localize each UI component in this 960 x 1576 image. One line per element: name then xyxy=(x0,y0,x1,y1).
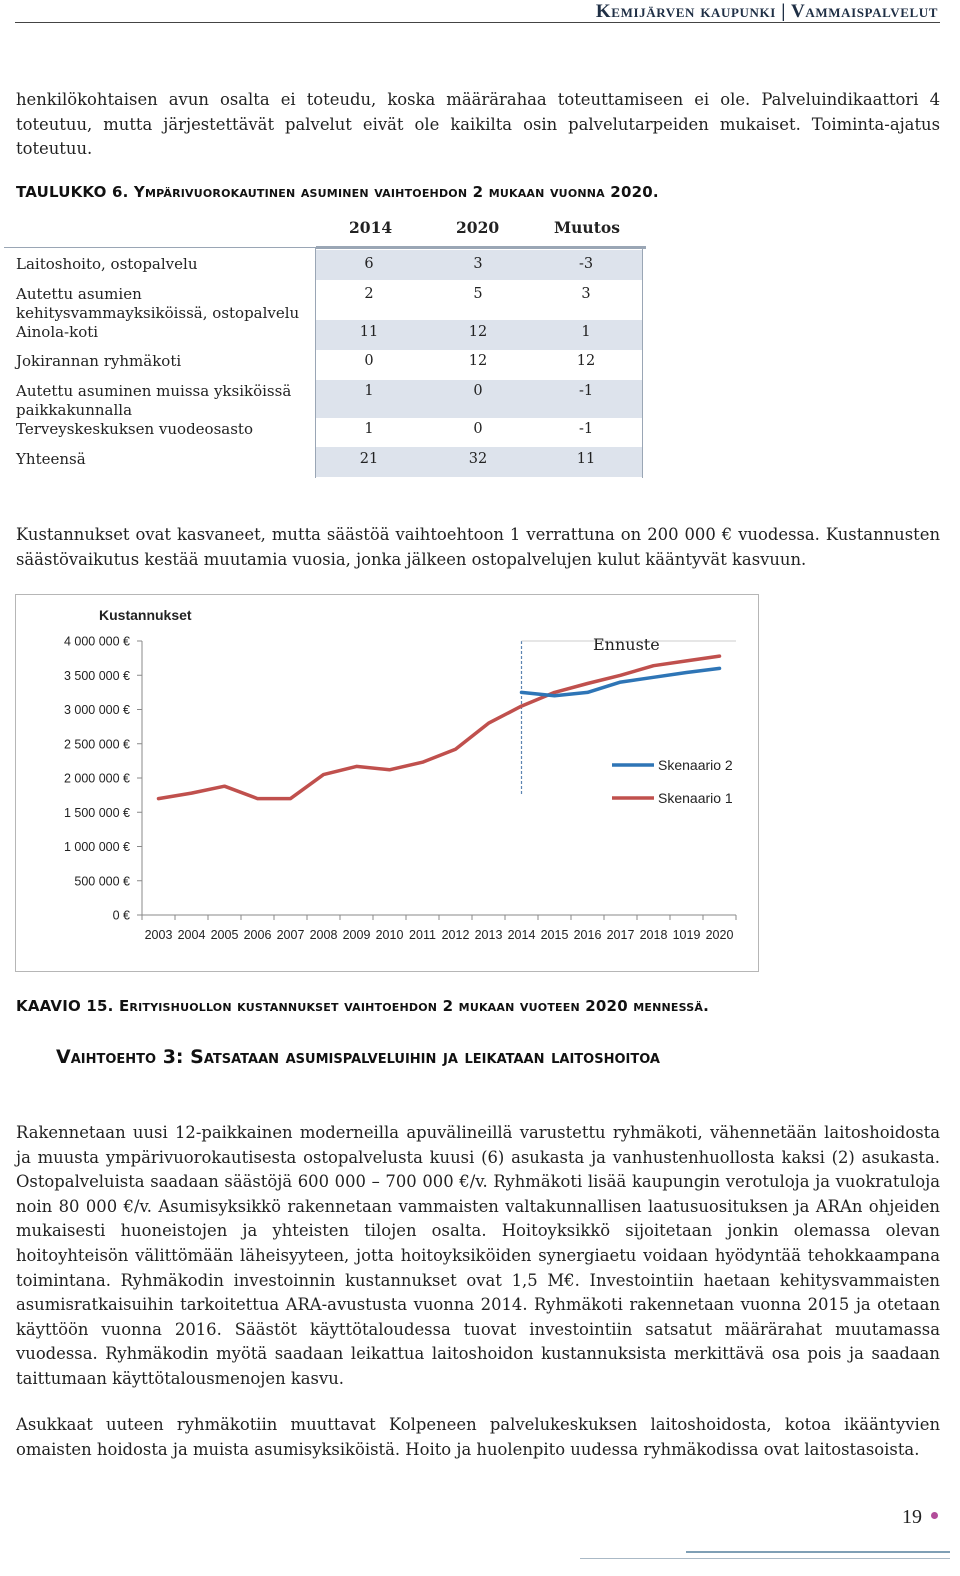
cost-chart xyxy=(15,594,759,972)
page-number: 19 xyxy=(902,1506,922,1528)
page-number-bullet xyxy=(931,1512,938,1519)
table-cell: 3 xyxy=(581,286,591,302)
x-tick-label: 2003 xyxy=(144,928,173,942)
table-cell: 0 xyxy=(473,383,483,399)
cost-chart-svg xyxy=(16,595,758,971)
header-title: Kemijärven kaupunki | Vammaispalvelut xyxy=(595,1,938,22)
y-tick-label: 2 500 000 € xyxy=(63,737,130,752)
table-cell: 0 xyxy=(473,421,483,437)
body-paragraph-2: Asukkaat uuteen ryhmäkotiin muuttavat Kolpeneen palvelukeskuksen laitoshoidosta, kotoa ikääntyvien omaisten hoidosta ja muista asumisyksiköistä. Hoito ja huolenpito uudessa ryhmäkodissa ovat laitostasoista. xyxy=(16,1415,940,1459)
x-tick-label: 1019 xyxy=(672,928,701,942)
table-caption: TAULUKKO 6. Ympärivuorokautinen asuminen vaihtoehdon 2 mukaan vuonna 2020. xyxy=(16,183,659,201)
x-tick-label: 2004 xyxy=(177,928,206,942)
table-cell: 2 xyxy=(364,286,374,302)
table-cell: 1 xyxy=(581,324,591,340)
housing-table xyxy=(0,210,660,485)
table-cell: 11 xyxy=(359,324,379,340)
chart-title: Kustannukset xyxy=(99,607,192,623)
chart-caption: KAAVIO 15. Erityishuollon kustannukset vaihtoehdon 2 mukaan vuoteen 2020 mennessä. xyxy=(16,997,710,1015)
x-tick-label: 2014 xyxy=(507,928,536,942)
x-tick-label: 2007 xyxy=(276,928,305,942)
y-tick-label: 1 500 000 € xyxy=(63,805,130,820)
footer-rule xyxy=(580,1558,950,1559)
x-tick-label: 2010 xyxy=(375,928,404,942)
table-cell: 11 xyxy=(576,451,596,467)
table-divider xyxy=(642,248,643,478)
y-tick-label: 0 € xyxy=(112,908,130,923)
legend-label: Skenaario 1 xyxy=(658,790,733,806)
table-row-label: Autettu asuminen muissa yksiköissä paikkakunnalla xyxy=(16,382,292,419)
table-header-2020: 2020 xyxy=(456,218,500,237)
x-tick-label: 2012 xyxy=(441,928,470,942)
y-tick-label: 3 000 000 € xyxy=(63,703,130,717)
series-line-skenaario-2 xyxy=(522,668,720,695)
y-tick-label: 500 000 € xyxy=(74,874,130,889)
series-line-skenaario-1 xyxy=(159,656,720,799)
table-cell: 6 xyxy=(364,256,374,272)
body-paragraph-1: Rakennetaan uusi 12-paikkainen moderneilla apuvälineillä varustettu ryhmäkoti, vähennetään laitoshoidosta ja muusta ympärivuorokautisesta ostopalvelusta kuusi (6) asukasta ja vanhustenhuollosta kaksi (2) asukasta. Ostopalveluista saadaan säästöjä 600 000 – 700 000 €/v. Ryhmäkoti lisää kaupungin verotuloja ja vuokratuloja noin 80 000 €/v. Asumisyksikkö rakennetaan vammaisten valtakunnallisen laatusuosituksen ja ARAn ohjeiden mukaisesti huoneistojen ja yhteisten tilojen osalta. Hoitoyksikkö sijoitetaan jonkin olemassa olevan hoitoyhteisön välittömään läheisyyteen, jotta hoitoyksiköiden synergiaetu voidaan hyödyntää tehokkaampana toimintana. Ryhmäkodin investoinnin kustannukset ovat 1,5 M€. Investointiin haetaan kehitysvammaisten asumisratkaisuihin tarkoitettua ARA-avustusta vuonna 2014. Ryhmäkoti rakennetaan vuonna 2015 ja otetaan käyttöön vuonna 2016. Säästöt käyttötaloudessa tuovat investointiin satsatut määrärahat muutamassa vuodessa. Ryhmäkodin myötä saadaan leikattua laitoshoidon kustannuksista merkittävä osa pois ja saadaan taittumaan käyttötalousmenojen kasvu. xyxy=(16,1123,940,1388)
x-tick-label: 2015 xyxy=(540,928,569,942)
x-tick-label: 2020 xyxy=(705,928,734,942)
table-row-label: Jokirannan ryhmäkoti xyxy=(16,352,182,370)
table-rule-top xyxy=(316,246,646,249)
y-tick-label: 2 000 000 € xyxy=(63,771,130,786)
page-header xyxy=(0,0,960,24)
x-tick-label: 2009 xyxy=(342,928,371,942)
table-cell: 5 xyxy=(473,286,483,302)
y-tick-label: 1 000 000 € xyxy=(63,840,130,854)
table-cell: 12 xyxy=(576,353,596,369)
table-row-label: Ainola-koti xyxy=(16,323,99,341)
x-tick-label: 2005 xyxy=(210,928,239,942)
table-cell: 12 xyxy=(468,353,488,369)
y-tick-label: 3 500 000 € xyxy=(63,668,130,683)
table-cell: 0 xyxy=(364,353,374,369)
table-cell: 3 xyxy=(473,256,483,272)
table-row-label: Terveyskeskuksen vuodeosasto xyxy=(16,420,253,438)
table-cell: 12 xyxy=(468,324,488,340)
table-cell: 1 xyxy=(364,421,374,437)
table-rule-left xyxy=(4,247,316,248)
table-cell: 1 xyxy=(364,383,374,399)
table-header-change: Muutos xyxy=(554,218,620,237)
table-divider xyxy=(315,248,316,478)
table-cell: -1 xyxy=(578,383,594,399)
table-cell: -3 xyxy=(578,256,594,272)
header-rule xyxy=(15,22,940,23)
table-cell: -1 xyxy=(578,421,594,437)
forecast-label: Ennuste xyxy=(593,635,660,654)
x-tick-label: 2008 xyxy=(309,928,338,942)
x-tick-label: 2006 xyxy=(243,928,272,942)
footer-rule xyxy=(686,1551,950,1553)
x-tick-label: 2017 xyxy=(606,928,635,942)
x-tick-label: 2013 xyxy=(474,928,503,942)
table-cell: 32 xyxy=(468,451,488,467)
legend-label: Skenaario 2 xyxy=(658,757,733,773)
table-header-2014: 2014 xyxy=(349,218,393,237)
section-title: Vaihtoehto 3: Satsataan asumispalveluihin ja leikataan laitoshoitoa xyxy=(56,1046,660,1068)
table-row-label: Laitoshoito, ostopalvelu xyxy=(16,255,198,273)
x-tick-label: 2011 xyxy=(409,928,436,942)
x-tick-label: 2018 xyxy=(639,928,668,942)
intro-paragraph: henkilökohtaisen avun osalta ei toteudu, koska määrärahaa toteuttamiseen ei ole. Palveluindikaattori 4 toteutuu, mutta järjestettävät palvelut eivät ole kaikilta osin palvelutarpeiden mukaiset. Toiminta-ajatus toteutuu. xyxy=(16,90,940,159)
table-row-label: Autettu asumien kehitysvammayksiköissä, ostopalvelu xyxy=(16,285,300,322)
x-tick-label: 2016 xyxy=(573,928,602,942)
table-row-label: Yhteensä xyxy=(16,450,86,468)
y-tick-label: 4 000 000 € xyxy=(63,634,130,649)
cost-paragraph: Kustannukset ovat kasvaneet, mutta säästöä vaihtoehtoon 1 verrattuna on 200 000 € vuodessa. Kustannusten säästövaikutus kestää muutamia vuosia, jonka jälkeen ostopalvelujen kulut kääntyvät kasvuun. xyxy=(16,525,940,569)
table-cell: 21 xyxy=(359,451,379,467)
